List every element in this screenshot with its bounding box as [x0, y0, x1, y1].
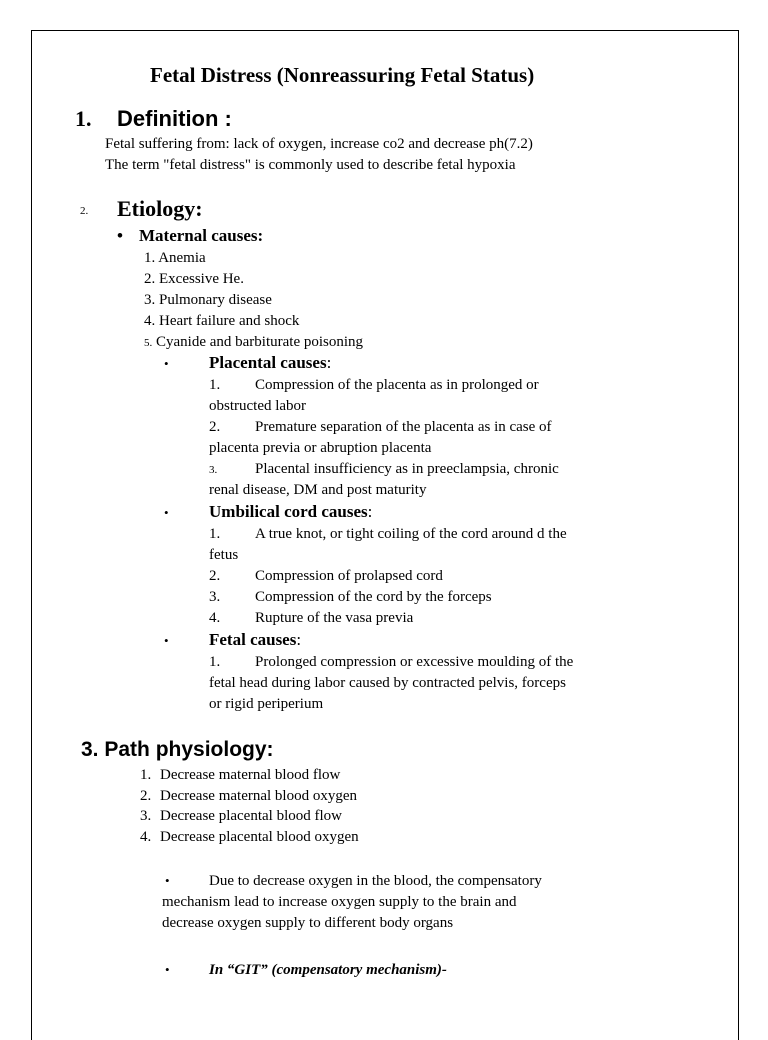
list-item: 2. Compression of prolapsed cord — [209, 568, 443, 584]
paragraph-line-1: Due to decrease oxygen in the blood, the compensatory — [209, 873, 542, 889]
list-item: 2. Excessive He. — [144, 271, 244, 287]
list-item-continuation: fetal head during labor caused by contracted pelvis, forceps — [209, 675, 566, 691]
section-1-heading: Definition : — [117, 106, 232, 131]
umbilical-causes-label: Umbilical cord causes: — [209, 502, 373, 521]
list-item-continuation: fetus — [209, 547, 239, 563]
document-title: Fetal Distress (Nonreassuring Fetal Status) — [150, 63, 535, 87]
umbilical-bullet: • — [164, 505, 169, 520]
definition-line-2: The term "fetal distress" is commonly used to describe fetal hypoxia — [105, 157, 516, 173]
list-item: 4. Decrease placental blood oxygen — [140, 829, 359, 845]
list-item-continuation: placenta previa or abruption placenta — [209, 440, 432, 456]
fetal-bullet: • — [164, 633, 169, 648]
list-item: 4. Rupture of the vasa previa — [209, 610, 414, 626]
list-item: 2. Premature separation of the placenta as in case of — [209, 419, 552, 435]
fetal-causes-label: Fetal causes: — [209, 630, 302, 649]
section-3-heading: 3. Path physiology: — [81, 738, 274, 761]
list-item: 4. Heart failure and shock — [144, 313, 300, 329]
maternal-bullet: • — [117, 226, 123, 245]
section-2-heading: Etiology: — [117, 196, 203, 221]
list-item: 1. Prolonged compression or excessive moulding of the — [209, 654, 574, 670]
list-item: 3. Decrease placental blood flow — [140, 808, 342, 824]
git-heading: In “GIT” (compensatory mechanism)- — [209, 962, 447, 978]
list-item: 1. Compression of the placenta as in prolonged or — [209, 377, 539, 393]
paragraph-line-3: decrease oxygen supply to different body organs — [162, 915, 454, 931]
list-item-continuation: renal disease, DM and post maturity — [209, 482, 427, 498]
list-item: 1. Anemia — [144, 250, 206, 266]
list-item: 1. A true knot, or tight coiling of the cord around d the — [209, 526, 567, 542]
maternal-causes-label: Maternal causes: — [139, 226, 264, 245]
section-1-number: 1. — [75, 106, 92, 131]
list-item: 3. Pulmonary disease — [144, 292, 272, 308]
list-item: 3. Placental insufficiency as in preeclampsia, chronic — [209, 461, 559, 477]
placental-bullet: • — [164, 356, 169, 371]
placental-causes-label: Placental causes: — [209, 353, 332, 372]
paragraph-line-2: mechanism lead to increase oxygen supply to the brain and — [162, 894, 517, 910]
definition-line-1: Fetal suffering from: lack of oxygen, increase co2 and decrease ph(7.2) — [105, 136, 533, 152]
git-bullet: • — [165, 962, 170, 977]
pathophysiology-bullet: • — [165, 873, 170, 888]
list-item: 1. Decrease maternal blood flow — [140, 767, 341, 783]
list-item-continuation: or rigid periperium — [209, 696, 324, 712]
list-item-continuation: obstructed labor — [209, 398, 307, 414]
list-item: 3. Compression of the cord by the forceps — [209, 589, 492, 605]
section-2-number: 2. — [80, 205, 89, 217]
list-item: 5. Cyanide and barbiturate poisoning — [144, 334, 364, 350]
list-item: 2. Decrease maternal blood oxygen — [140, 788, 357, 804]
